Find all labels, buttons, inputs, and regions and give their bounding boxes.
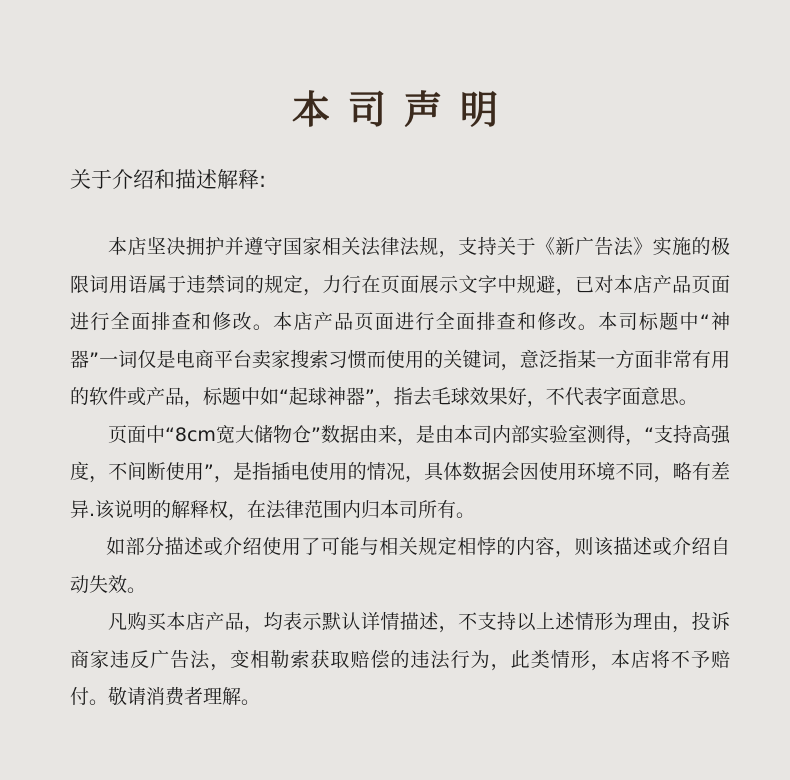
paragraph-test-data: 页面中“8cm宽大储物仓”数据由来，是由本司内部实验室测得，“支持高强度，不间断使用”，是指插电使用的情况，具体数据会因使用环境不同，略有差异.该说明的解释权，在法律范围内归本司所有。 (70, 423, 730, 521)
paragraph-advertising-law: 本店坚决拥护并遵守国家相关法律法规，支持关于《新广告法》实施的极限词用语属于违禁词的规定，力行在页面展示文字中规避，已对本店产品页面进行全面排查和修改。本店产品页面进行全面排查和修改。本司标题中“神器”一词仅是电商平台卖家搜索习惯而使用的关键词，意泛指某一方面非常有用的软件或产品，标题中如“起球神器”，指去毛球效果好，不代表字面意思。 (70, 236, 730, 408)
section-heading: 关于介绍和描述解释: (70, 168, 267, 192)
statement-body (70, 229, 730, 717)
paragraph-invalid-description: 如部分描述或介绍使用了可能与相关规定相悖的内容，则该描述或介绍自动失效。 (70, 536, 730, 596)
paragraph-no-compensation: 凡购买本店产品，均表示默认详情描述，不支持以上述情形为理由，投诉商家违反广告法，变相勒索获取赔偿的违法行为，此类情形，本店将不予赔付。敬请消费者理解。 (70, 611, 730, 708)
page-title: 本司声明 (291, 88, 516, 132)
